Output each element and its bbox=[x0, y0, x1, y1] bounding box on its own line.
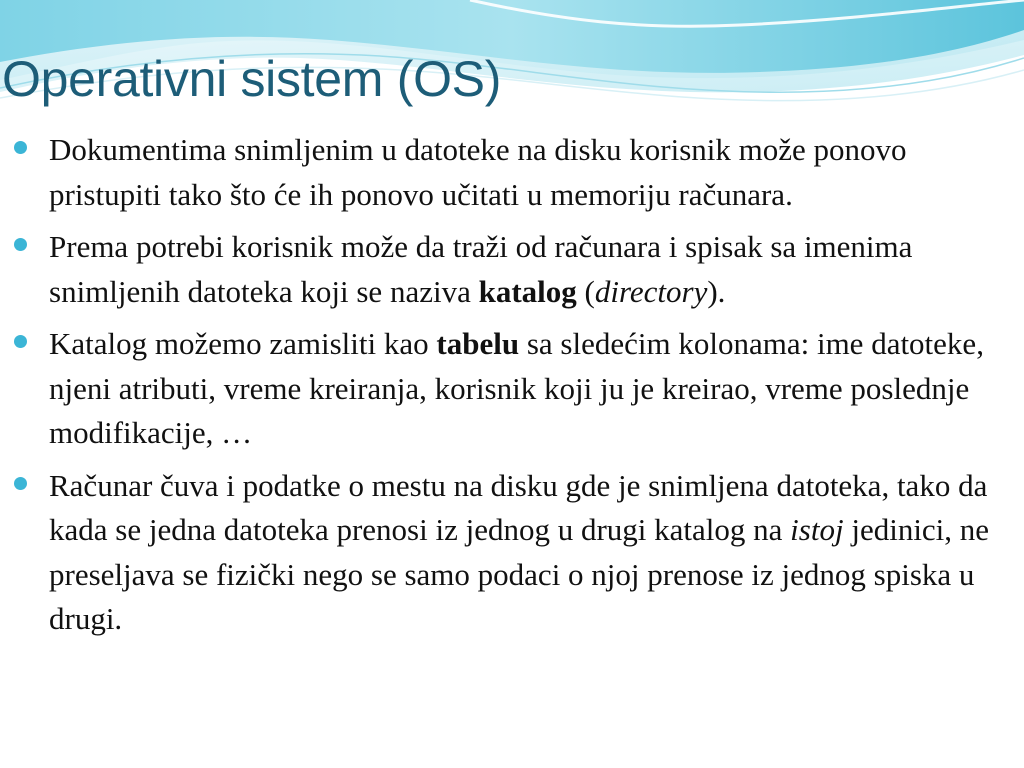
bullet-dot-icon bbox=[14, 238, 27, 251]
bullet-text: jedinici, ne preseljava se fizički nego se samo podaci o njoj prenose iz jednog spiska u drugi. bbox=[49, 512, 990, 636]
bullet-item bbox=[14, 322, 1014, 456]
italic-term-istoj: istoj bbox=[790, 512, 844, 547]
bold-term-katalog: katalog bbox=[478, 273, 577, 309]
italic-term-directory: directory bbox=[594, 273, 708, 309]
bullet-text: Prema potrebi korisnik može da traži od računara i spisak sa imenima snimljenih datoteka koji se naziva bbox=[49, 229, 913, 309]
bold-term-tabelu: tabelu bbox=[436, 326, 520, 361]
bullet-item bbox=[14, 128, 1014, 217]
bullet-dot-icon bbox=[14, 335, 27, 348]
bullet-item bbox=[14, 225, 1014, 314]
slide-title: Operativni sistem (OS) bbox=[2, 51, 502, 107]
bullet-text: Računar čuva i podatke o mestu na disku gde je snimljena datoteka, tako da kada se jedna datoteka prenosi iz jednog u drugi katalog na bbox=[49, 467, 988, 547]
bullet-text: sa sledećim kolonama: ime datoteke, njeni atributi, vreme kreiranja, korisnik koji ju je kreirao, vreme poslednje modifikacije, … bbox=[49, 326, 984, 450]
bullet-item bbox=[14, 464, 1014, 642]
bullet-text: Katalog možemo zamisliti kao bbox=[49, 326, 437, 361]
bullet-list bbox=[14, 128, 1014, 650]
bullet-text: ). bbox=[707, 273, 726, 309]
bullet-dot-icon bbox=[14, 477, 27, 490]
bullet-text: Dokumentima snimljenim u datoteke na disku korisnik može ponovo pristupiti tako što će ih ponovo učitati u memoriju računara. bbox=[49, 132, 907, 212]
bullet-dot-icon bbox=[14, 141, 27, 154]
bullet-text: ( bbox=[576, 273, 595, 309]
